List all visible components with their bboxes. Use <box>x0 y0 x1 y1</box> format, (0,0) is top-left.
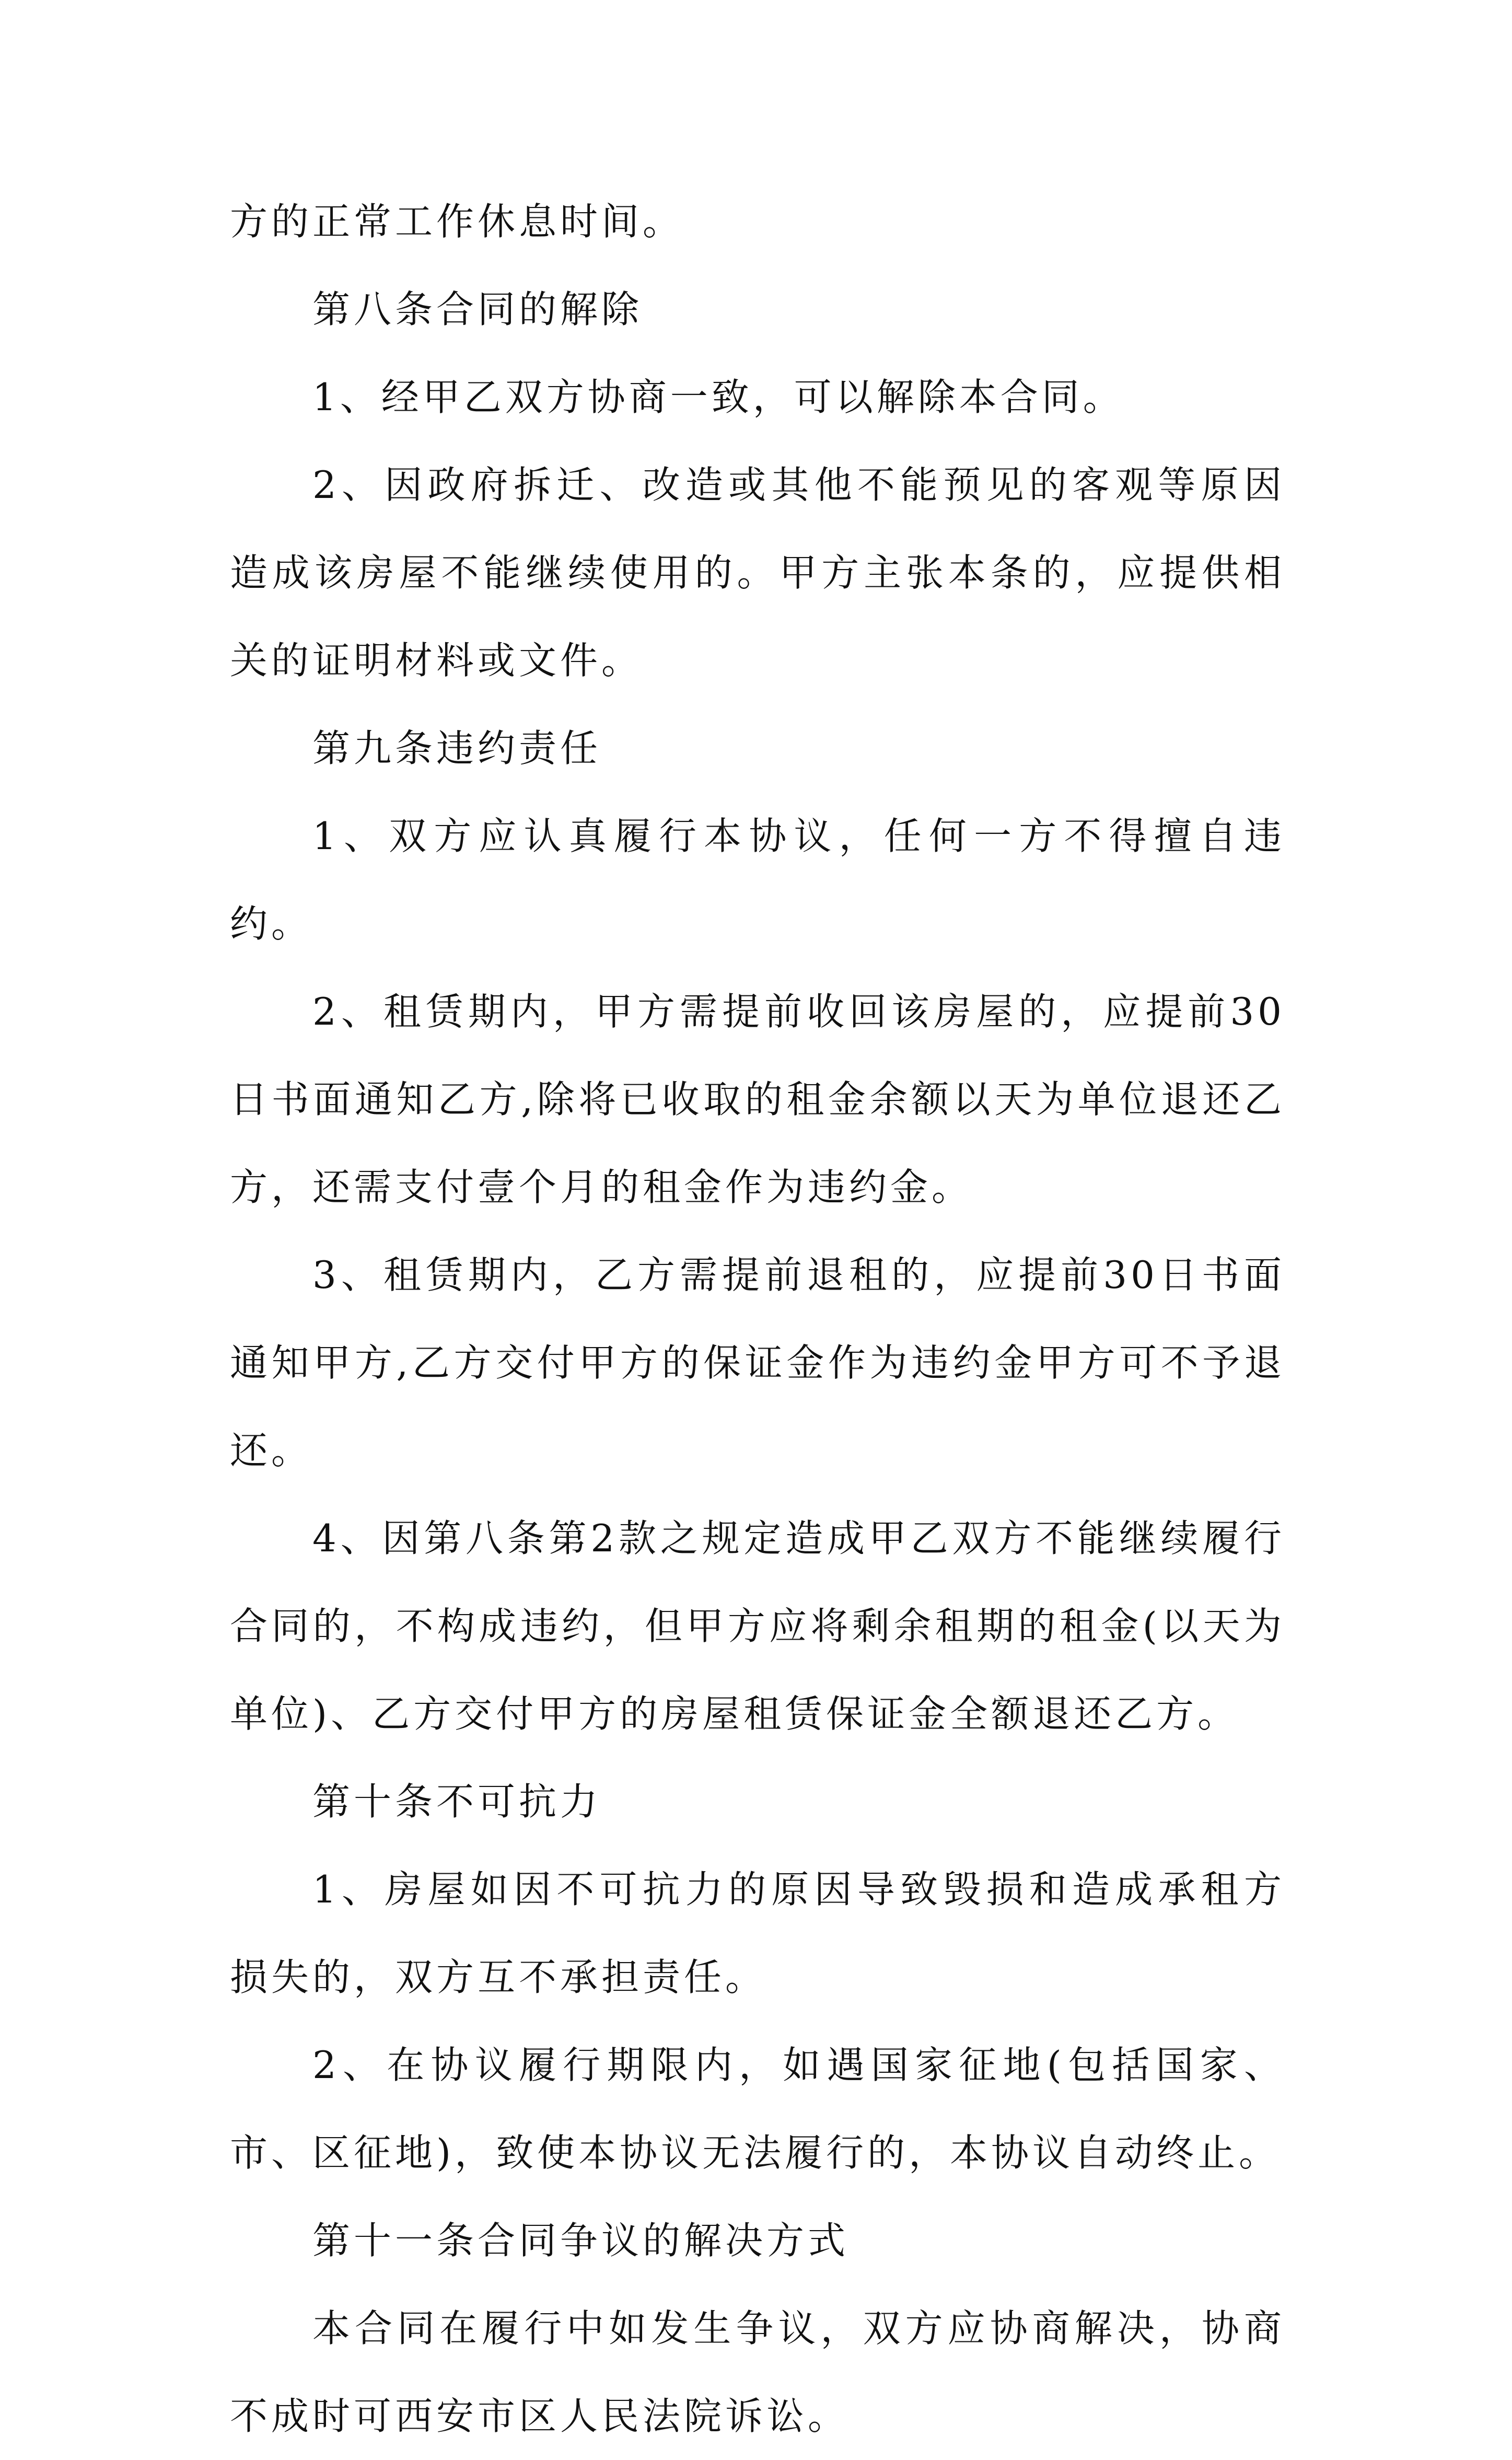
clause-9-4: 4、因第八条第2款之规定造成甲乙双方不能继续履行合同的，不构成违约，但甲方应将剩余租期的租金(以天为单位)、乙方交付甲方的房屋租赁保证金全额退还乙方。 <box>230 1516 1285 1736</box>
clause-11-body: 本合同在履行中如发生争议，双方应协商解决，协商不成时可西安市区人民法院诉讼。 <box>230 2306 1285 2438</box>
clause-9-1: 1、双方应认真履行本协议，任何一方不得擅自违约。 <box>230 814 1285 946</box>
clause-10-1: 1、房屋如因不可抗力的原因导致毁损和造成承租方损失的，双方互不承担责任。 <box>230 1867 1285 1999</box>
clause-10-2: 2、在协议履行期限内，如遇国家征地(包括国家、市、区征地)，致使本协议无法履行的，本协议自动终止。 <box>230 2043 1285 2175</box>
section-heading-article-8: 第八条合同的解除 <box>312 287 643 331</box>
clause-8-1: 1、经甲乙双方协商一致，可以解除本合同。 <box>312 375 1124 419</box>
clause-9-2: 2、租赁期内，甲方需提前收回该房屋的，应提前30日书面通知乙方,除将已收取的租金余额以天为单位退还乙方，还需支付壹个月的租金作为违约金。 <box>230 990 1285 1209</box>
paragraph-continuation: 方的正常工作休息时间。 <box>230 200 684 243</box>
clause-8-2: 2、因政府拆迁、改造或其他不能预见的客观等原因造成该房屋不能继续使用的。甲方主张本条的，应提供相关的证明材料或文件。 <box>230 463 1285 682</box>
section-heading-article-10: 第十条不可抗力 <box>312 1780 602 1824</box>
document-body <box>230 178 1285 2460</box>
section-heading-article-11: 第十一条合同争议的解决方式 <box>312 2219 850 2262</box>
section-heading-article-9: 第九条违约责任 <box>312 726 602 770</box>
clause-9-3: 3、租赁期内，乙方需提前退租的，应提前30日书面通知甲方,乙方交付甲方的保证金作为违约金甲方可不予退还。 <box>230 1253 1285 1472</box>
